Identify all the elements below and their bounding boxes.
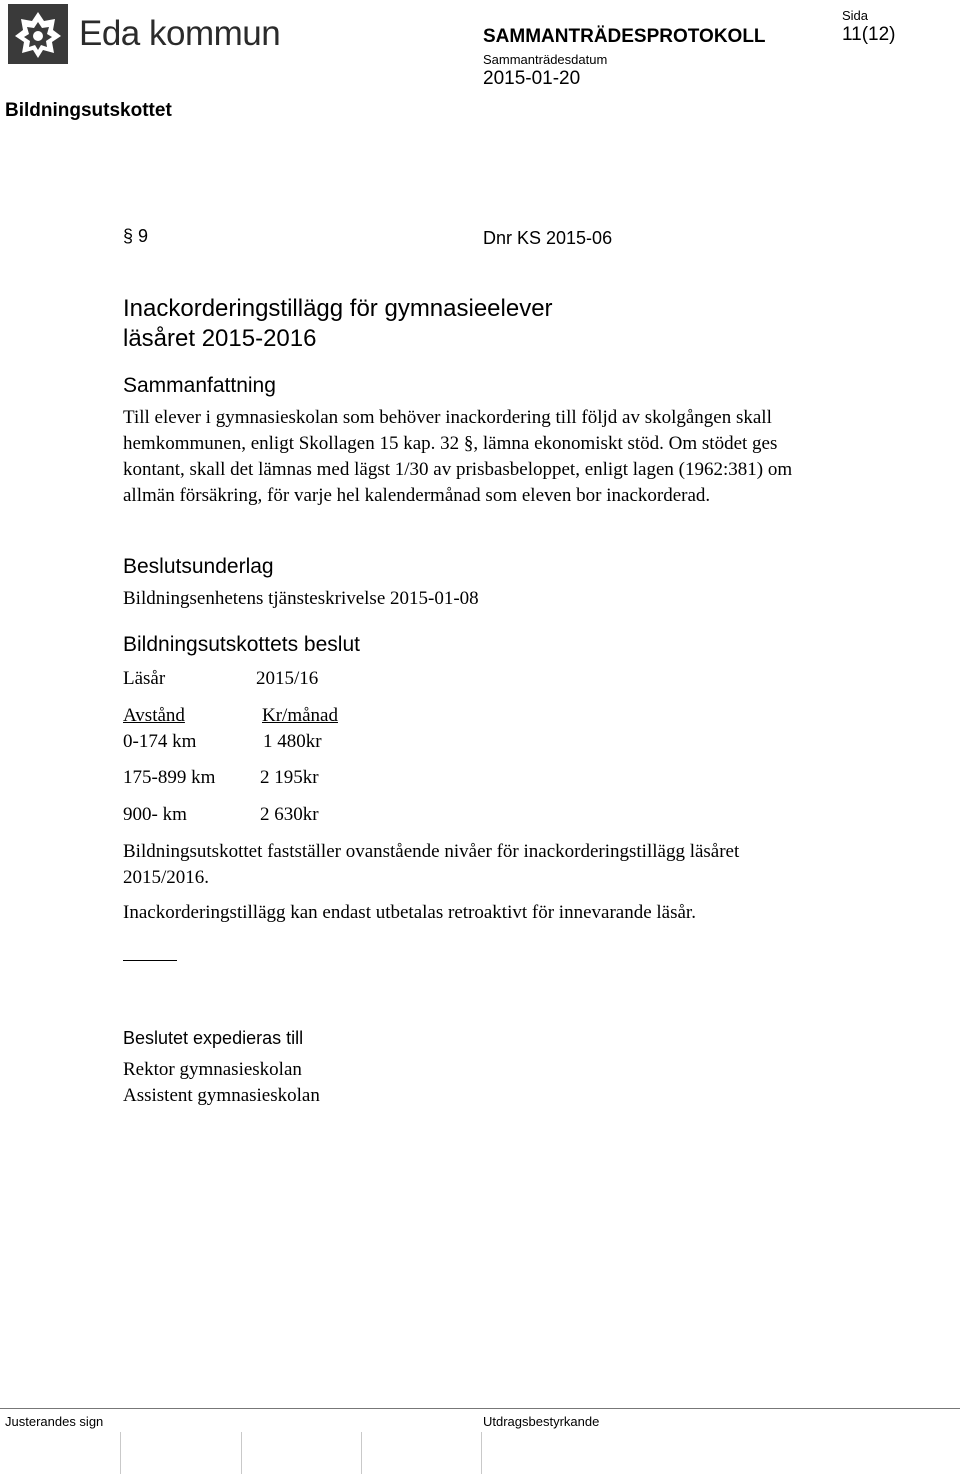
signature-box-divider — [241, 1432, 242, 1474]
table-row-distance: 175-899 km — [123, 767, 216, 788]
school-year-value: 2015/16 — [256, 668, 319, 689]
decision-text: Bildningsutskottet fastställer ovanstående nivåer för inackorderingstillägg läsåret 2015/2016. — [123, 841, 740, 888]
table-row-amount: 1 480kr — [263, 731, 322, 752]
table-row-distance: 0-174 km — [123, 731, 197, 752]
page-label: Sida — [842, 8, 869, 23]
table-row-amount: 2 195kr — [260, 767, 319, 788]
basis-heading: Beslutsunderlag — [123, 555, 274, 578]
basis-text: Bildningsenhetens tjänsteskrivelse 2015-01-08 — [123, 588, 479, 609]
table-row-amount: 2 630kr — [260, 804, 319, 825]
signature-label: Justerandes sign — [5, 1414, 104, 1429]
column-header-distance: Avstånd — [123, 705, 185, 726]
recipient: Rektor gymnasieskolan — [123, 1059, 302, 1080]
column-header-amount: Kr/månad — [262, 705, 338, 726]
meeting-date-value: 2015-01-20 — [483, 68, 581, 89]
table-row-distance: 900- km — [123, 804, 187, 825]
item-title-line-2: läsåret 2015-2016 — [123, 325, 317, 352]
summary-heading: Sammanfattning — [123, 374, 276, 397]
item-title — [123, 294, 823, 354]
page-number: 11(12) — [842, 24, 896, 45]
signature-box-divider — [481, 1432, 482, 1474]
footer-divider — [0, 1408, 960, 1409]
extract-certification-label: Utdragsbestyrkande — [483, 1414, 600, 1429]
case-number: Dnr KS 2015-06 — [483, 228, 613, 248]
decision-note: Inackorderingstillägg kan endast utbetalas retroaktivt för innevarande läsår. — [123, 902, 696, 923]
meeting-date-label: Sammanträdesdatum — [483, 52, 608, 67]
org-name: Eda kommun — [79, 14, 281, 53]
eda-kommun-logo — [8, 4, 68, 64]
signature-box-divider — [361, 1432, 362, 1474]
distribution-heading: Beslutet expedieras till — [123, 1028, 304, 1048]
item-title-line-1: Inackorderingstillägg för gymnasieelever — [123, 295, 553, 322]
school-year-label: Läsår — [123, 668, 166, 689]
recipient: Assistent gymnasieskolan — [123, 1085, 320, 1106]
signature-box-divider — [120, 1432, 121, 1474]
summary-text: Till elever i gymnasieskolan som behöver inackordering till följd av skolgången skall hemkommunen, enligt Skollagen 15 kap. 32 §, lämna ekonomiskt stöd. Om stödet ges kontant, skall det lämnas med lägst 1/30 av prisbasbeloppet, enligt lagen (1962:381) om allmän försäkring, för varje hel kalendermånad som eleven bor inackorderad. — [123, 407, 793, 506]
protocol-title: SAMMANTRÄDESPROTOKOLL — [483, 26, 766, 47]
committee-name: Bildningsutskottet — [5, 100, 172, 121]
decision-heading: Bildningsutskottets beslut — [123, 633, 360, 656]
paragraph-number: § 9 — [123, 226, 149, 246]
section-divider — [123, 960, 177, 961]
